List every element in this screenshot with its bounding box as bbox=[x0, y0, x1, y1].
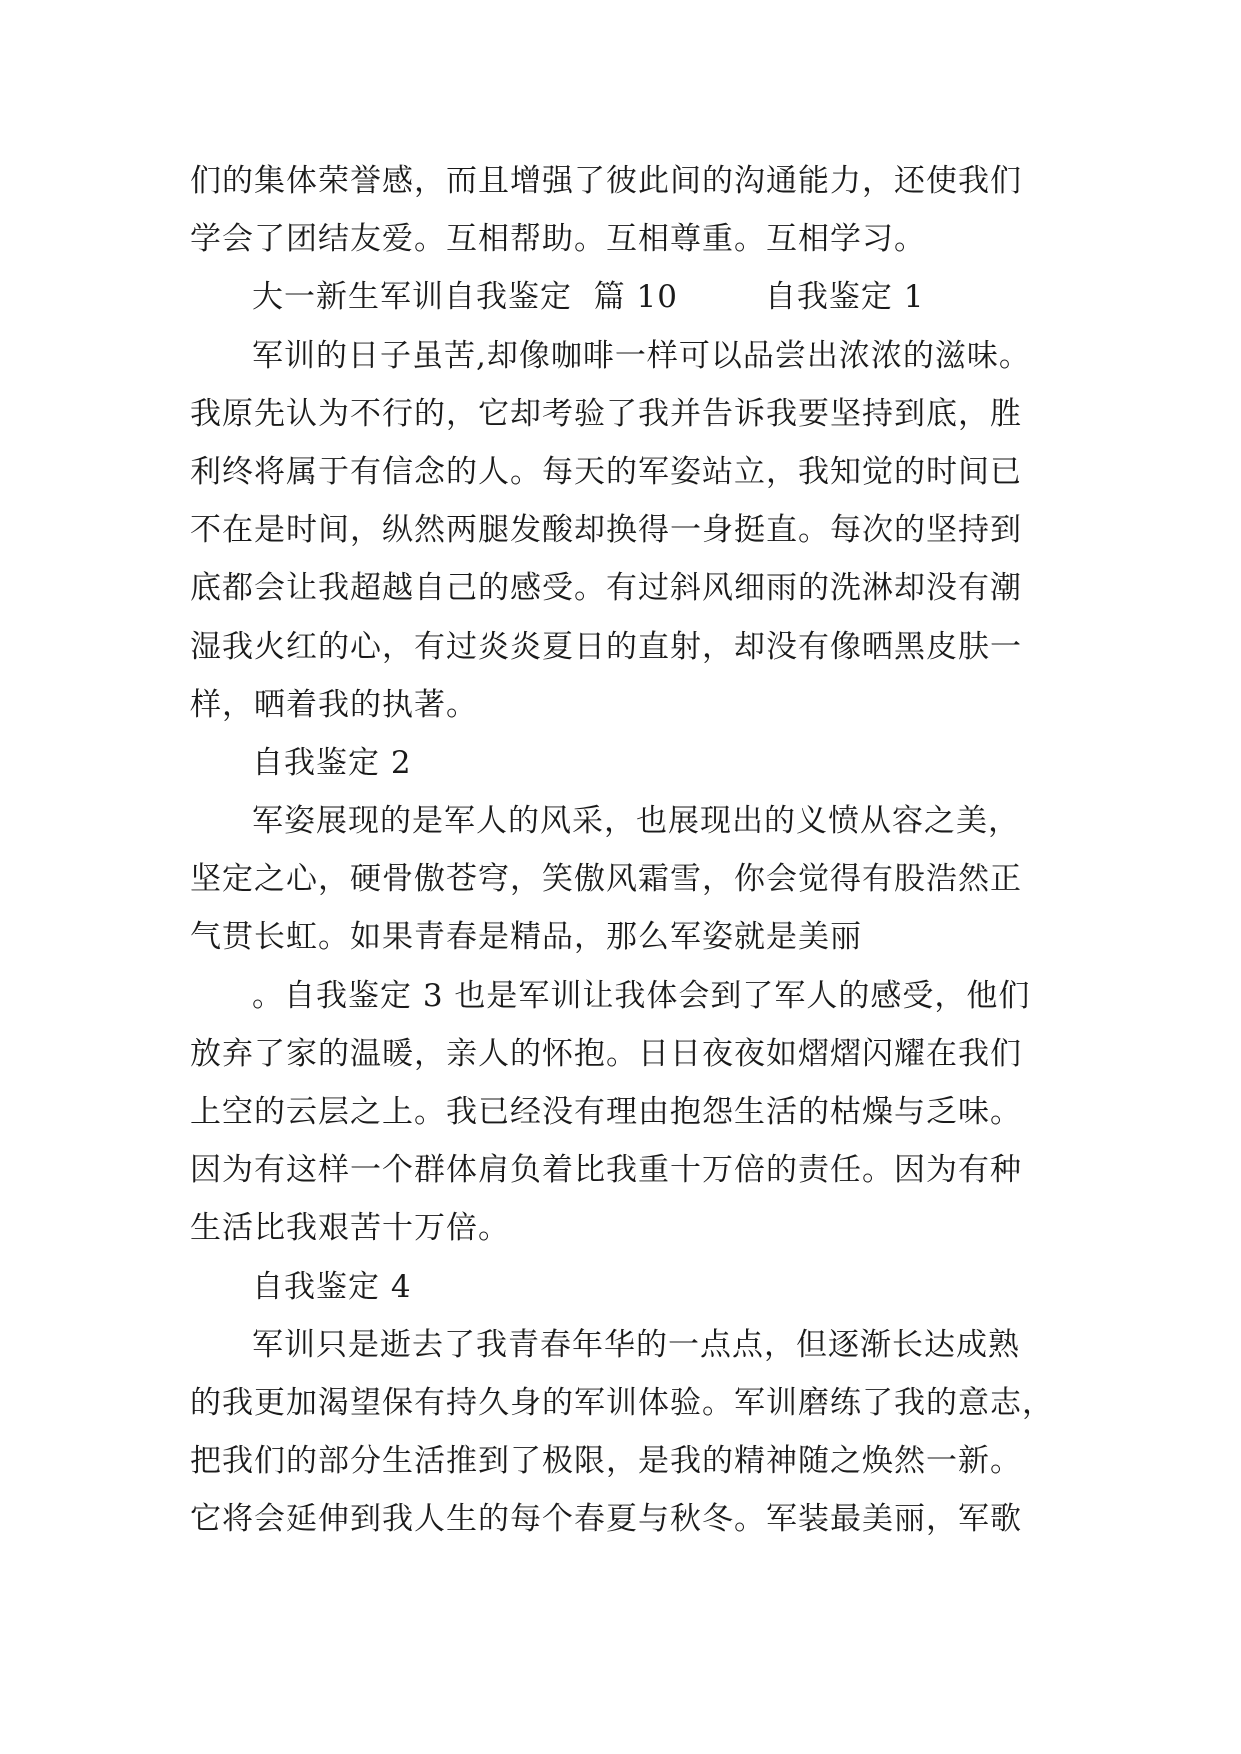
section-heading: 大一新生军训自我鉴定 篇 10 自我鉴定 1 bbox=[252, 279, 925, 316]
text-line: 把我们的部分生活推到了极限，是我的精神随之焕然一新。 bbox=[190, 1443, 1022, 1480]
text-line: 军训的日子虽苦,却像咖啡一样可以品尝出浓浓的滋味。 bbox=[252, 337, 1031, 374]
text-line: 学会了团结友爱。互相帮助。互相尊重。互相学习。 bbox=[190, 221, 926, 258]
text-line: 气贯长虹。如果青春是精品，那么军姿就是美丽 bbox=[190, 919, 862, 956]
section-heading: 自我鉴定 4 bbox=[252, 1268, 412, 1305]
text-line: 。自我鉴定 3 也是军训让我体会到了军人的感受，他们 bbox=[252, 977, 1031, 1014]
text-line: 因为有这样一个群体肩负着比我重十万倍的责任。因为有种 bbox=[190, 1152, 1022, 1189]
text-line: 们的集体荣誉感，而且增强了彼此间的沟通能力，还使我们 bbox=[190, 163, 1022, 199]
text-line: 上空的云层之上。我已经没有理由抱怨生活的枯燥与乏味。 bbox=[190, 1094, 1022, 1130]
text-line: 不在是时间，纵然两腿发酸却换得一身挺直。每次的坚持到 bbox=[190, 512, 1022, 549]
text-line: 放弃了家的温暖，亲人的怀抱。日日夜夜如熠熠闪耀在我们 bbox=[190, 1035, 1022, 1072]
text-line: 它将会延伸到我人生的每个春夏与秋冬。军装最美丽，军歌 bbox=[190, 1501, 1022, 1538]
text-line: 军姿展现的是军人的风采，也展现出的义愤从容之美， bbox=[252, 803, 1020, 840]
document-body bbox=[190, 152, 1070, 1549]
text-line: 利终将属于有信念的人。每天的军姿站立，我知觉的时间已 bbox=[190, 453, 1022, 490]
text-line: 我原先认为不行的，它却考验了我并告诉我要坚持到底，胜 bbox=[190, 395, 1022, 432]
text-line: 生活比我艰苦十万倍。 bbox=[190, 1210, 510, 1247]
text-line: 样，晒着我的执著。 bbox=[190, 686, 478, 723]
text-line: 坚定之心，硬骨傲苍穹，笑傲风霜雪，你会觉得有股浩然正 bbox=[190, 861, 1022, 898]
text-line: 湿我火红的心，有过炎炎夏日的直射，却没有像晒黑皮肤一 bbox=[190, 628, 1022, 665]
text-line: 军训只是逝去了我青春年华的一点点，但逐渐长达成熟 bbox=[252, 1326, 1020, 1363]
section-heading: 自我鉴定 2 bbox=[252, 744, 412, 781]
text-line: 的我更加渴望保有持久身的军训体验。军训磨练了我的意志， bbox=[190, 1384, 1054, 1421]
text-line: 底都会让我超越自己的感受。有过斜风细雨的洗淋却没有潮 bbox=[190, 570, 1022, 607]
